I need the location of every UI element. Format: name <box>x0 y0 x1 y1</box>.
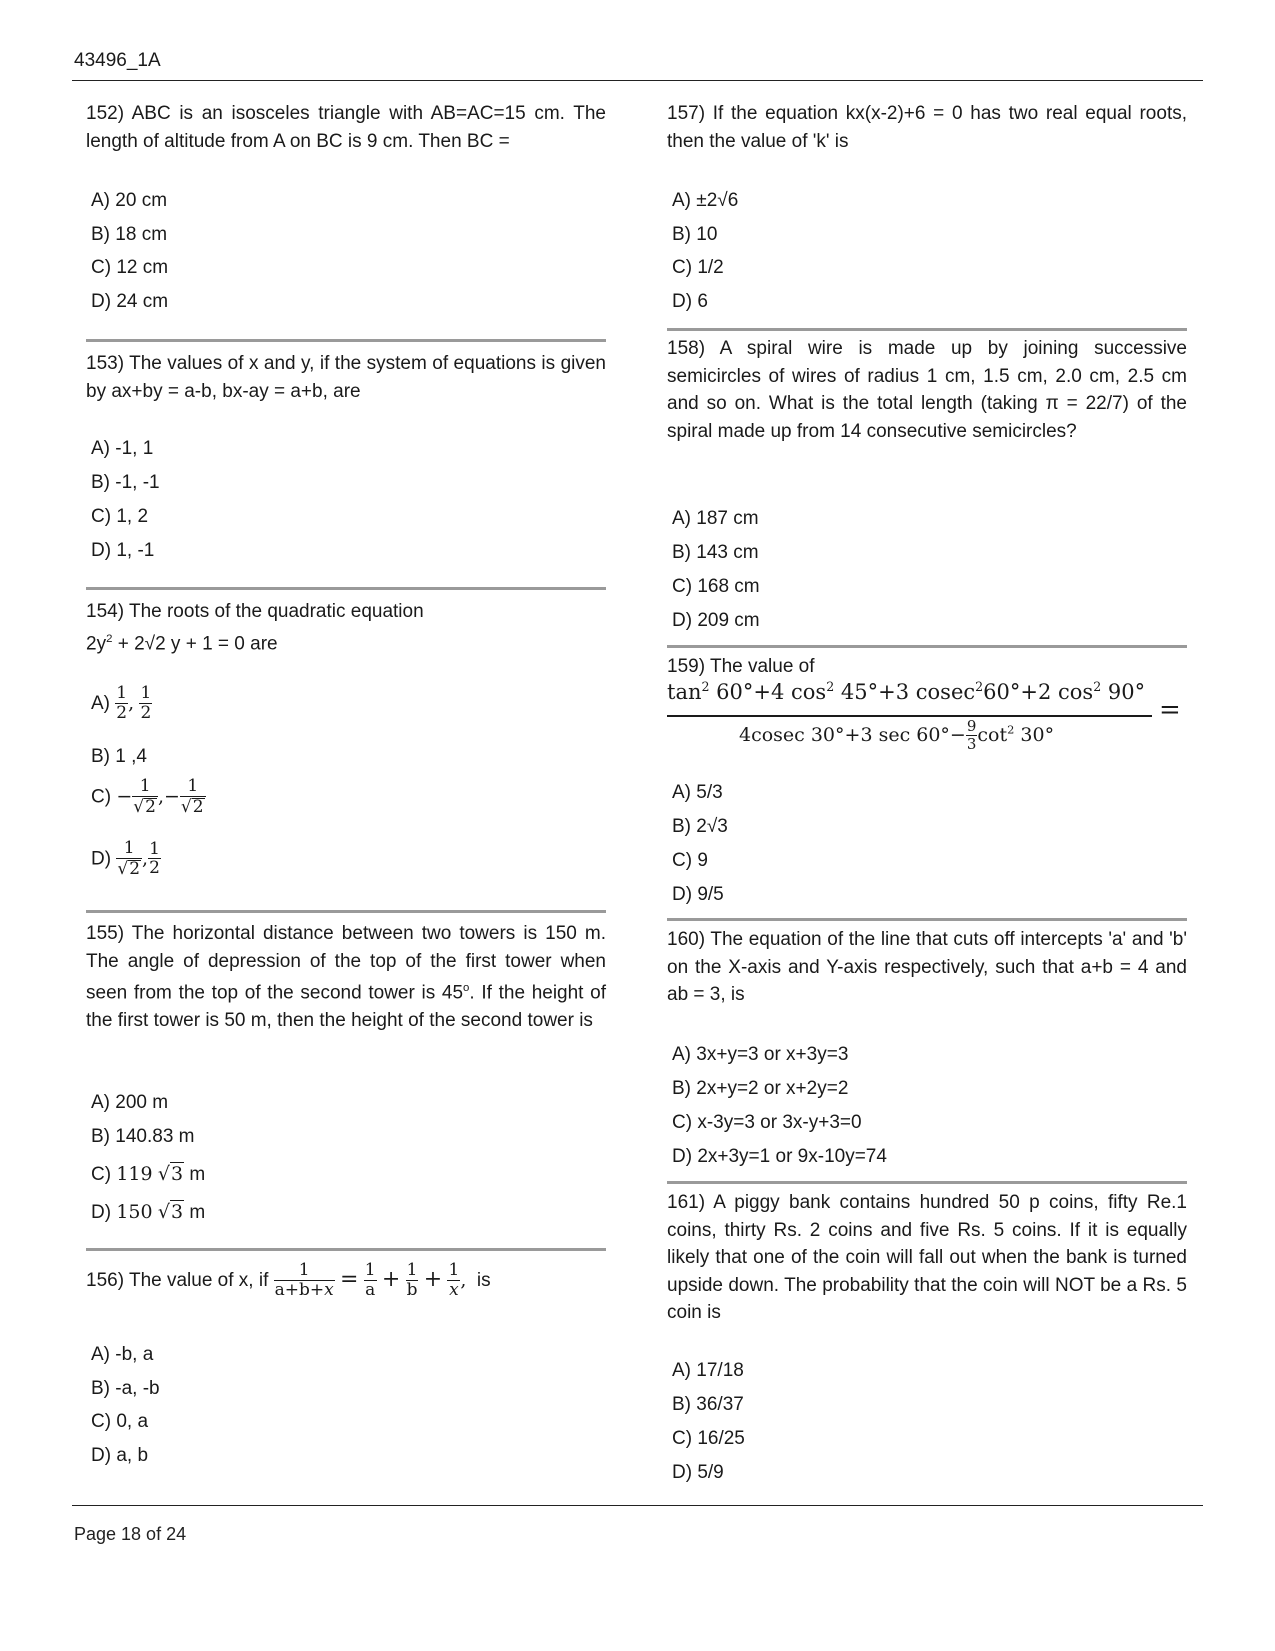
question-separator <box>86 339 606 342</box>
question-text: 159) The value of <box>667 656 815 677</box>
question-text: 152) ABC is an isosceles triangle with AB=AC=15 cm. The length of altitude from A on BC is 9 cm. Then BC = <box>86 103 606 152</box>
expression-denominator: 4cosec 30°+3 sec 60°− $\frac{9}{3}$ $\cot^2 30^\circ$ <box>739 717 1055 753</box>
question-separator <box>667 645 1187 648</box>
option-b: B) -1, -1 <box>91 472 160 493</box>
question-159 <box>667 653 1187 681</box>
question-separator <box>667 918 1187 921</box>
question-line-1: 154) The roots of the quadratic equation <box>86 601 424 622</box>
option-c: C) 168 cm <box>672 576 760 597</box>
option-b: B) 18 cm <box>91 224 168 245</box>
option-c: C) 12 cm <box>91 257 169 278</box>
question-text: 155) The horizontal distance between two towers is 150 m. The angle of depression of the top of the first tower when seen from the top of the second tower is 45$^o$. If the height of the first tower is 50 m, then the height of the second tower is <box>86 923 606 1031</box>
question-157 <box>667 100 1187 155</box>
question-155 <box>86 920 606 1034</box>
question-152 <box>86 100 606 155</box>
option-b: B) 10 <box>672 224 718 245</box>
option-a: A) 200 m <box>91 1092 169 1113</box>
option-d: D) 209 cm <box>672 610 760 631</box>
page-number: Page 18 of 24 <box>74 1524 187 1544</box>
option-c: C) − $\frac{1}{√2}$ ,− $\frac{1}{√2}$ <box>91 776 204 817</box>
option-a: A) $\frac{1}{2}$ , $\frac{1}{2}$ <box>91 683 152 723</box>
option-a: A) -1, 1 <box>91 438 154 459</box>
option-b: B) 143 cm <box>672 542 759 563</box>
question-separator <box>86 910 606 913</box>
question-separator <box>667 328 1187 331</box>
quadratic-equation: $2y^2 + 2√2$ y + 1 = 0 are <box>86 632 278 654</box>
option-a: A) 20 cm <box>91 190 168 211</box>
question-text: 158) A spiral wire is made up by joining successive semicircles of wires of radius 1 cm, 1.5 cm, 2.0 cm, 2.5 cm and so on. What is the total length (taking π = 22/7) of the spiral made up from 14 consecutive semicircles? <box>667 338 1187 442</box>
question-separator <box>667 1181 1187 1184</box>
document-id: 43496_1A <box>74 50 161 71</box>
option-c: C) 9 <box>672 850 708 871</box>
question-separator <box>86 1248 606 1251</box>
option-c: C) 16/25 <box>672 1428 745 1449</box>
question-text: 157) If the equation kx(x-2)+6 = 0 has two real equal roots, then the value of 'k' is <box>667 103 1187 152</box>
option-a: A) ±2√6 <box>672 190 739 211</box>
option-d: D) 1, -1 <box>91 540 155 561</box>
footer-rule <box>72 1505 1203 1506</box>
option-d: D) a, b <box>91 1445 149 1466</box>
question-text: 161) A piggy bank contains hundred 50 p coins, fifty Re.1 coins, thirty Rs. 2 coins and five Rs. 5 coins. If it is equally likely that one of the coin will fall out when the bank is turned upside down. The probability that the coin will NOT be a Rs. 5 coin is <box>667 1192 1187 1323</box>
option-b: B) 36/37 <box>672 1394 744 1415</box>
option-d: D) 150 √3 m <box>91 1201 206 1223</box>
question-text <box>86 598 606 657</box>
option-c: C) 119 √3 m <box>91 1163 206 1185</box>
option-b: B) -a, -b <box>91 1378 160 1399</box>
option-c: C) x-3y=3 or 3x-y+3=0 <box>672 1112 862 1133</box>
option-d: D) $\frac{1}{√2}$ , $\frac{1}{2}$ <box>91 838 160 879</box>
option-c: C) 1/2 <box>672 257 724 278</box>
option-d: D) 24 cm <box>91 291 169 312</box>
question-154 <box>86 598 606 657</box>
option-a: A) -b, a <box>91 1344 154 1365</box>
option-b: B) 1 ,4 <box>91 746 147 767</box>
question-text: 156) The value of x, if $\frac{1}{a+b+x}$ = $\frac{1}{a}$ + $\frac{1}{b}$ + $\frac{1}{x}$ , is <box>86 1260 491 1300</box>
right-column <box>667 0 1187 1490</box>
question-153 <box>86 350 606 405</box>
option-d: D) 9/5 <box>672 884 724 905</box>
option-c: C) 0, a <box>91 1411 149 1432</box>
question-158 <box>667 335 1187 445</box>
option-a: A) 5/3 <box>672 782 723 803</box>
option-b: B) 140.83 m <box>91 1126 195 1147</box>
option-b: B) 2√3 <box>672 816 728 837</box>
fraction-bar <box>667 715 1152 717</box>
question-160 <box>667 926 1187 1009</box>
question-text: 160) The equation of the line that cuts off intercepts 'a' and 'b' on the X-axis and Y-axis respectively, such that a+b = 4 and ab = 3, is <box>667 929 1187 1005</box>
question-161 <box>667 1189 1187 1327</box>
option-c: C) 1, 2 <box>91 506 149 527</box>
expression-numerator: $\tan^2 60^\circ+4$ $\cos^2 45^\circ+3$ cosec$^2$60°+2 $\cos^2 90^\circ$ <box>667 679 1146 704</box>
option-d: D) 5/9 <box>672 1462 724 1483</box>
question-separator <box>86 587 606 590</box>
option-d: D) 2x+3y=1 or 9x-10y=74 <box>672 1146 887 1167</box>
equals-sign: = <box>1159 695 1181 725</box>
left-column <box>86 0 606 1490</box>
option-d: D) 6 <box>672 291 708 312</box>
option-b: B) 2x+y=2 or x+2y=2 <box>672 1078 849 1099</box>
option-a: A) 3x+y=3 or x+3y=3 <box>672 1044 849 1065</box>
question-text: 153) The values of x and y, if the system of equations is given by ax+by = a-b, bx-ay = a+b, are <box>86 353 606 402</box>
option-a: A) 17/18 <box>672 1360 744 1381</box>
option-a: A) 187 cm <box>672 508 759 529</box>
question-156 <box>86 1262 606 1300</box>
